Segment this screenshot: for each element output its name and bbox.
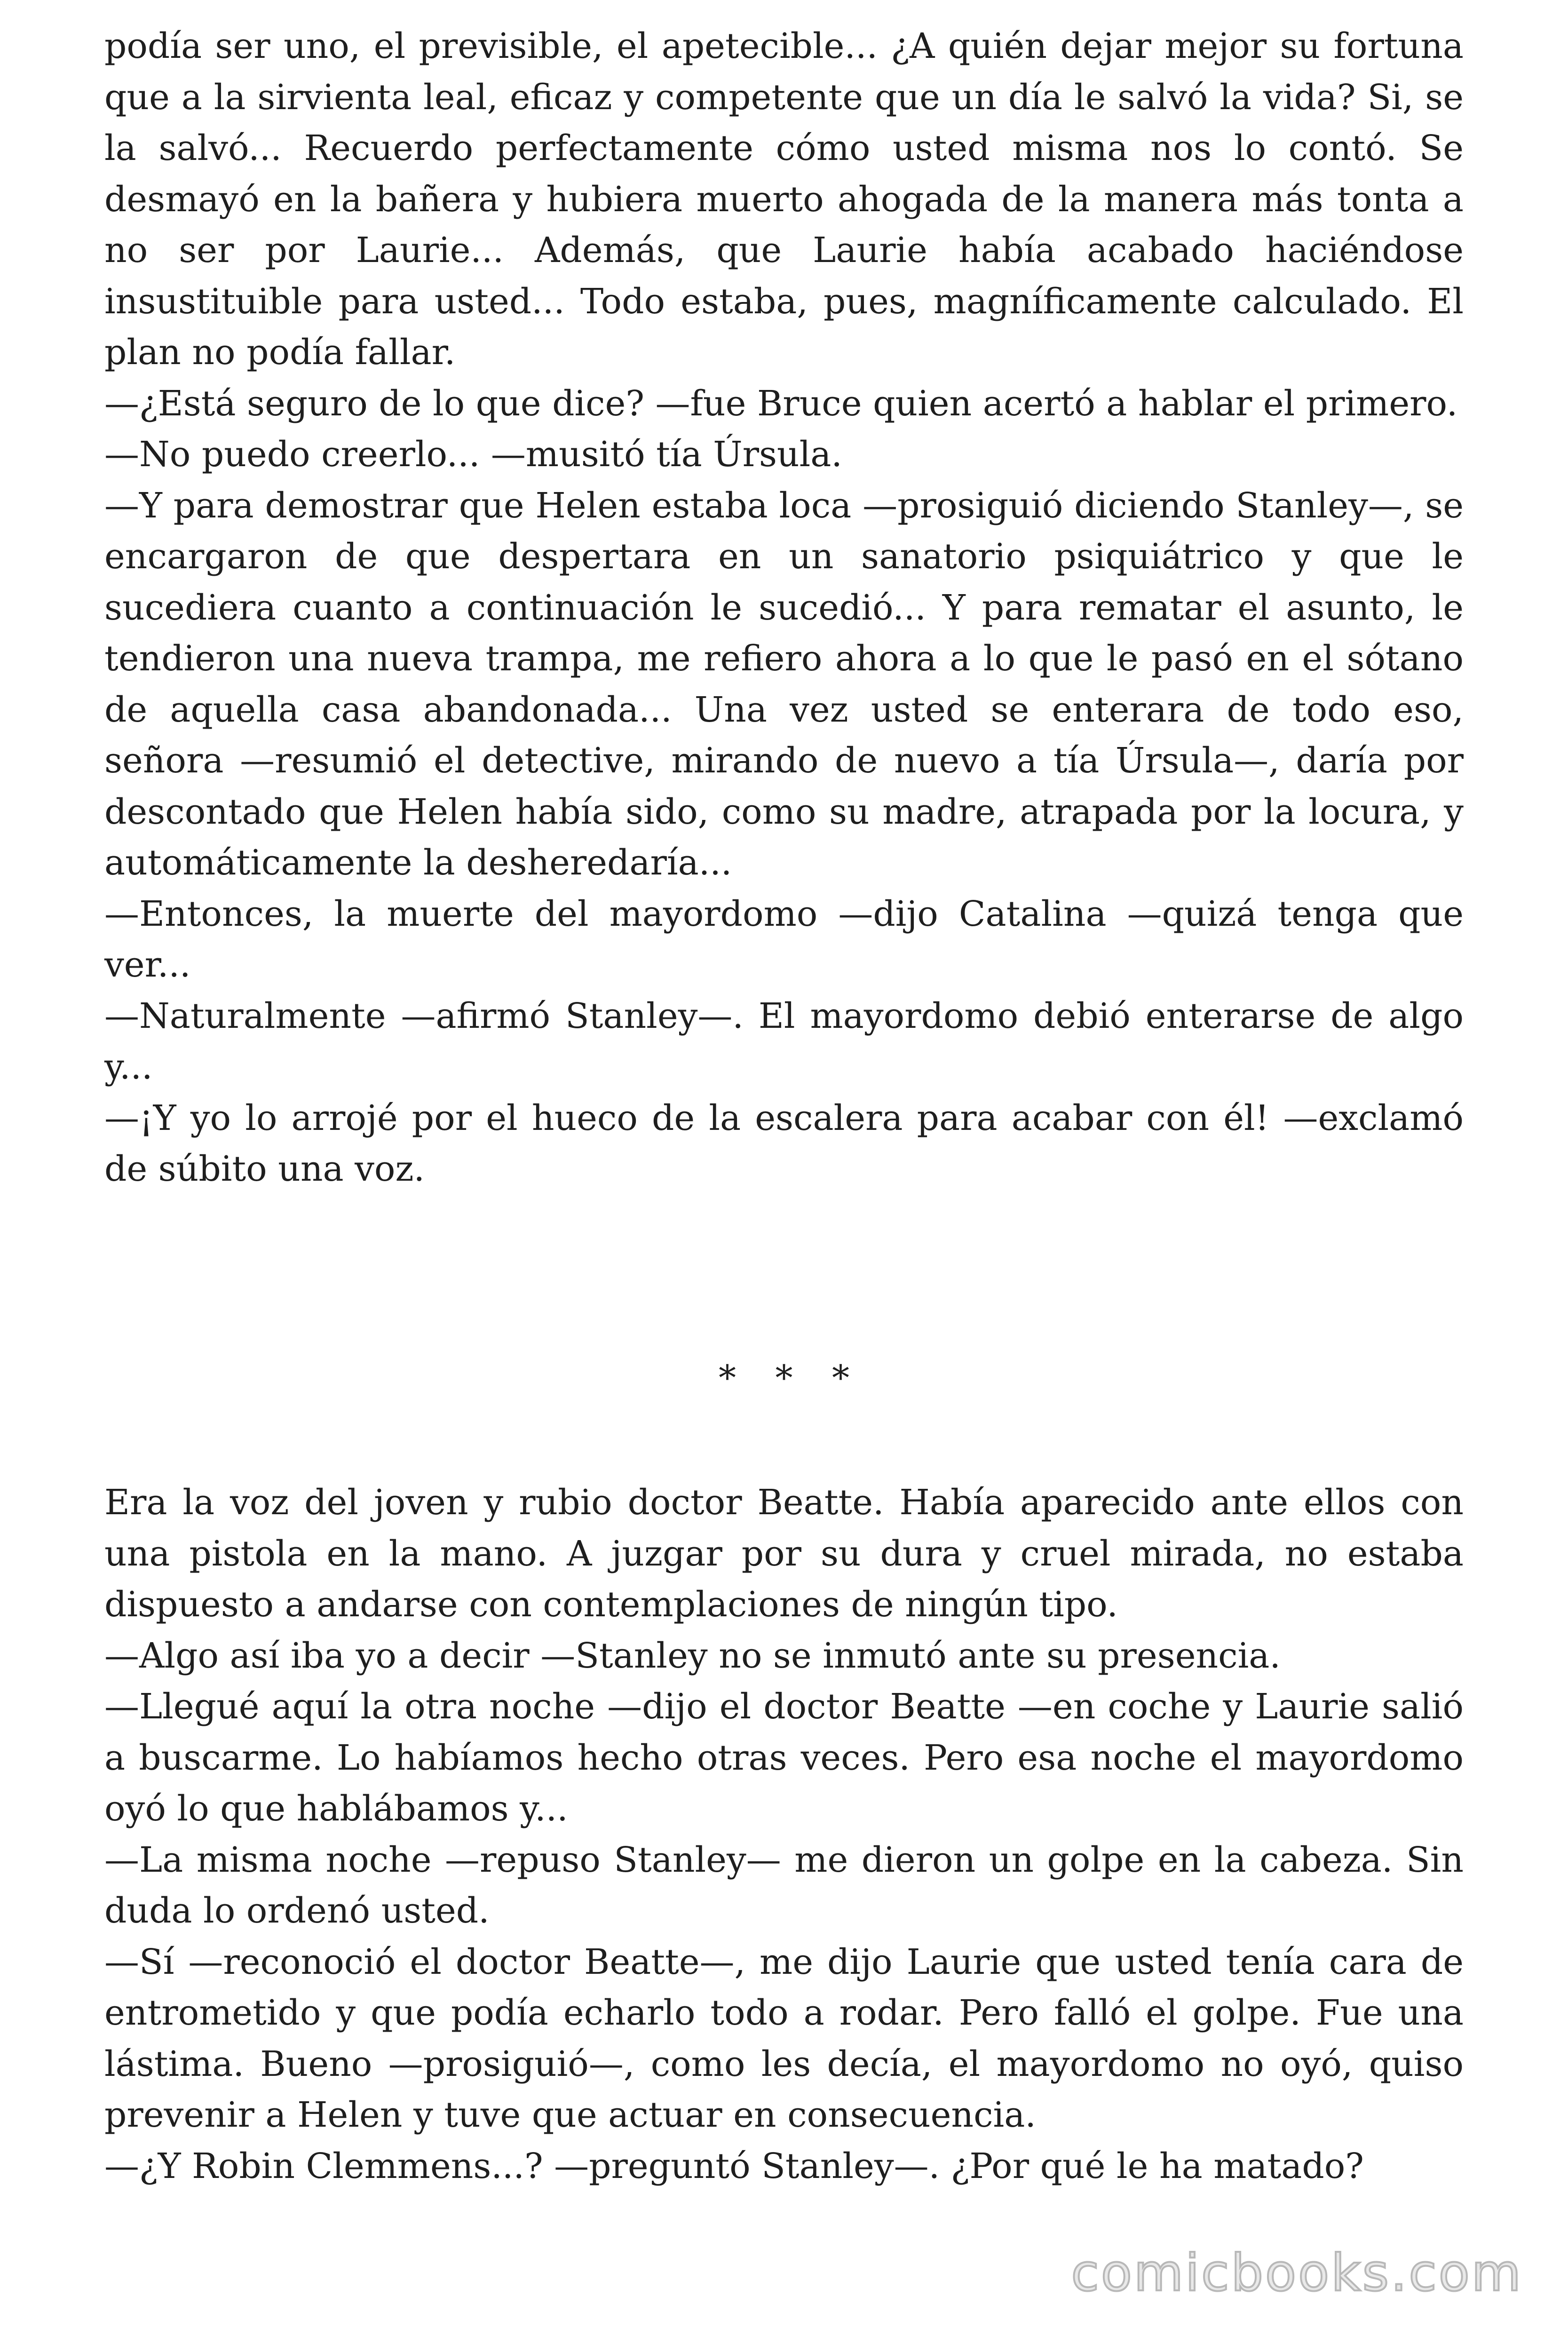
paragraph: —Y para demostrar que Helen estaba loca —prosiguió diciendo Stanley—, se encargaron de que despertara en un sanatorio psiquiátrico y que le sucediera cuanto a continuación le sucedió... Y para rematar el asunto, le tendieron una nueva trampa, me refiero ahora a lo que le pasó en el sótano de aquella casa abandonada... Una vez usted se enterara de todo eso, señora —resumió el detective, mirando de nuevo a tía Úrsula—, daría por descontado que Helen había sido, como su madre, atrapada por la locura, y automáticamente la desheredaría... bbox=[104, 485, 1464, 883]
paragraph: podía ser uno, el previsible, el apetecible... ¿A quién dejar mejor su fortuna que a la sirvienta leal, eficaz y competente que un día le salvó la vida? Si, se la salvó... Recuerdo perfectamente cómo usted misma nos lo contó. Se desmayó en la bañera y hubiera muerto ahogada de la manera más tonta a no ser por Laurie... Además, que Laurie había acabado haciéndose insustituible para usted... Todo estaba, pues, magníficamente calculado. El plan no podía fallar. bbox=[104, 26, 1464, 373]
paragraph: —¿Está seguro de lo que dice? —fue Bruce quien acertó a hablar el primero. bbox=[104, 383, 1458, 424]
paragraph: —Sí —reconoció el doctor Beatte—, me dijo Laurie que usted tenía cara de entrometido y que podía echarlo todo a rodar. Pero falló el golpe. Fue una lástima. Bueno —prosiguió—, como les decía, el mayordomo no oyó, quiso prevenir a Helen y tuve que actuar en consecuencia. bbox=[104, 1941, 1464, 2135]
paragraph: —¿Y Robin Clemmens...? —preguntó Stanley—. ¿Por qué le ha matado? bbox=[104, 2145, 1364, 2186]
text-block-top bbox=[104, 21, 1464, 1195]
paragraph: —¡Y yo lo arrojé por el hueco de la escalera para acabar con él! —exclamó de súbito una voz. bbox=[104, 1097, 1464, 1189]
section-separator: * * * bbox=[718, 1358, 864, 1398]
paragraph: Era la voz del joven y rubio doctor Beatte. Había aparecido ante ellos con una pistola en la mano. A juzgar por su dura y cruel mirada, no estaba dispuesto a andarse con contemplaciones de ningún tipo. bbox=[104, 1482, 1464, 1625]
paragraph: —No puedo creerlo... —musitó tía Úrsula. bbox=[104, 434, 842, 475]
paragraph: —La misma noche —repuso Stanley— me dieron un golpe en la cabeza. Sin duda lo ordenó usted. bbox=[104, 1839, 1464, 1931]
paragraph: —Llegué aquí la otra noche —dijo el doctor Beatte —en coche y Laurie salió a buscarme. Lo habíamos hecho otras veces. Pero esa noche el mayordomo oyó lo que hablábamos y... bbox=[104, 1686, 1464, 1829]
paragraph: —Algo así iba yo a decir —Stanley no se inmutó ante su presencia. bbox=[104, 1635, 1281, 1676]
text-block-bottom bbox=[104, 1477, 1464, 2192]
watermark: comicbooks.com bbox=[1071, 2244, 1523, 2303]
paragraph: —Entonces, la muerte del mayordomo —dijo Catalina —quizá tenga que ver... bbox=[104, 893, 1464, 985]
paragraph: —Naturalmente —afirmó Stanley—. El mayordomo debió enterarse de algo y... bbox=[104, 995, 1464, 1087]
